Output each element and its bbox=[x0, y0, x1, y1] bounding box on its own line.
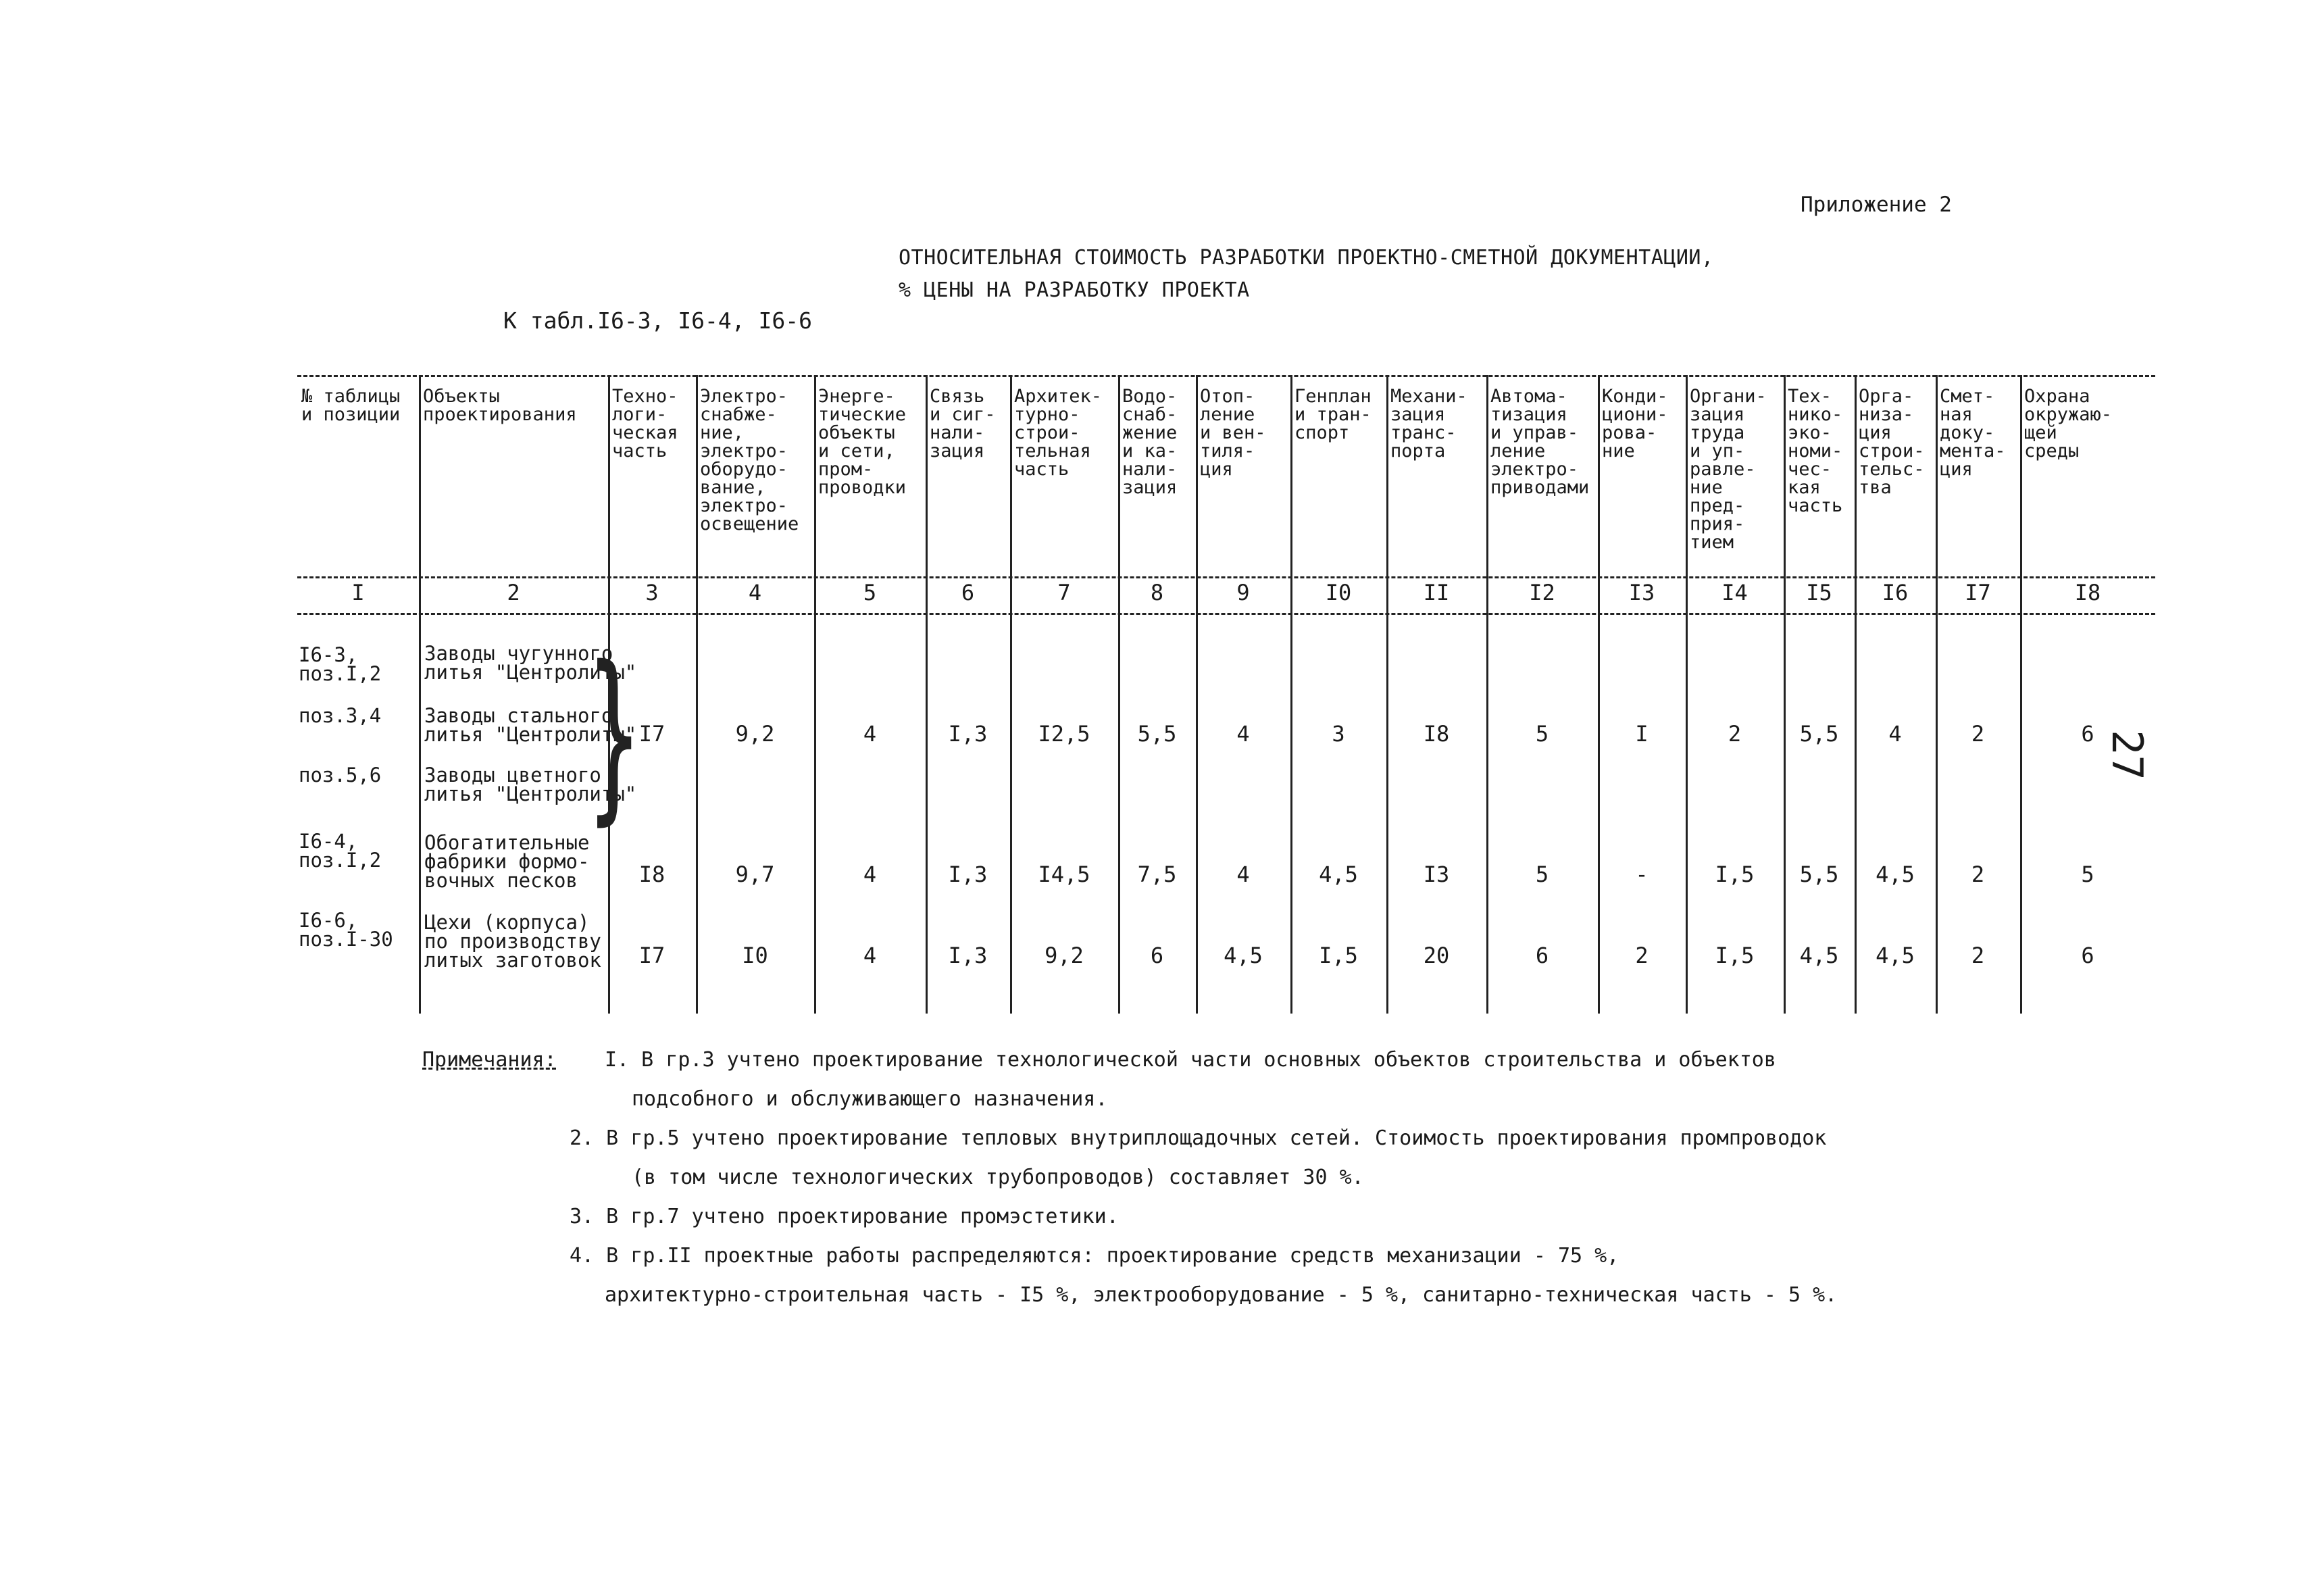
column-divider bbox=[1598, 375, 1600, 1014]
row-table-position: I6-6, bbox=[299, 909, 358, 932]
table-cell-value: I2,5 bbox=[1038, 721, 1090, 747]
row-object-name: Заводы чугунного литья "Центролиты" bbox=[424, 642, 637, 684]
table-cell-value: I8 bbox=[638, 862, 665, 887]
column-header: Техно- логи- ческая часть bbox=[612, 386, 678, 462]
table-cell-value: 2 bbox=[1728, 721, 1742, 747]
title-line-2: % ЦЕНЫ НА РАЗРАБОТКУ ПРОЕКТА bbox=[899, 278, 1250, 302]
row-table-position: поз.3,4 bbox=[299, 704, 382, 727]
table-cell-value: - bbox=[1635, 862, 1649, 887]
table-cell-value: 4 bbox=[863, 721, 877, 747]
table-cell-value: I,5 bbox=[1319, 943, 1358, 968]
table-cell-value: 3 bbox=[1332, 721, 1345, 747]
column-number: 6 bbox=[961, 580, 975, 605]
column-divider bbox=[1784, 375, 1786, 1014]
column-divider bbox=[1118, 375, 1120, 1014]
column-header: Автома- тизация и управ- ление электро- приводами bbox=[1490, 386, 1590, 498]
table-cell-value: 5,5 bbox=[1799, 721, 1839, 747]
column-number: I8 bbox=[2074, 580, 2101, 605]
column-header: Связь и сиг- нали- зация bbox=[930, 386, 996, 462]
row-table-position: I6-4, bbox=[299, 830, 358, 853]
column-number: I3 bbox=[1628, 580, 1655, 605]
note-4-line-2: архитектурно-строительная часть - I5 %, электрооборудование - 5 %, санитарно-техническая часть - 5 %. bbox=[605, 1283, 1838, 1307]
column-header: Охрана окружаю- щей среды bbox=[2024, 386, 2113, 462]
table-cell-value: I4,5 bbox=[1038, 862, 1090, 887]
column-header: Органи- зация труда и уп- равле- ние пред- прия- тием bbox=[1690, 386, 1767, 553]
table-cell-value: 4,5 bbox=[1876, 943, 1915, 968]
row-table-position: I6-3, bbox=[299, 643, 358, 666]
column-header: Энерге- тические объекты и сети, пром- проводки bbox=[818, 386, 907, 498]
column-header: № таблицы и позиции bbox=[301, 386, 401, 425]
column-number: 4 bbox=[748, 580, 762, 605]
table-reference: К табл.I6-3, I6-4, I6-6 bbox=[503, 307, 812, 334]
column-header: Архитек- турно- строи- тельная часть bbox=[1014, 386, 1103, 480]
table-cell-value: I0 bbox=[742, 943, 768, 968]
note-1-line-2: подсобного и обслуживающего назначения. bbox=[632, 1087, 1108, 1111]
table-cell-value: 6 bbox=[1150, 943, 1164, 968]
column-header: Объекты проектирования bbox=[423, 386, 577, 425]
column-header: Орга- низа- ция строи- тельс- тва bbox=[1859, 386, 1925, 498]
table-cell-value: 4 bbox=[863, 862, 877, 887]
table-cell-value: 6 bbox=[2081, 721, 2094, 747]
table-cell-value: 4,5 bbox=[1319, 862, 1358, 887]
column-divider bbox=[1290, 375, 1292, 1014]
table-cell-value: 7,5 bbox=[1137, 862, 1177, 887]
row-table-position: поз.I,2 bbox=[299, 849, 382, 872]
table-cell-value: 6 bbox=[1535, 943, 1549, 968]
column-number: 2 bbox=[507, 580, 520, 605]
table-cell-value: 2 bbox=[1971, 862, 1985, 887]
column-header: Тех- нико- эко- номи- чес- кая часть bbox=[1788, 386, 1843, 516]
column-divider bbox=[1936, 375, 1938, 1014]
table-cell-value: 6 bbox=[2081, 943, 2094, 968]
column-divider bbox=[1010, 375, 1012, 1014]
table-cell-value: 5,5 bbox=[1799, 862, 1839, 887]
table-cell-value: 4,5 bbox=[1876, 862, 1915, 887]
column-number: II bbox=[1423, 580, 1450, 605]
table-cell-value: I8 bbox=[1423, 721, 1450, 747]
table-cell-value: I bbox=[1635, 721, 1649, 747]
table-cell-value: I,3 bbox=[948, 721, 988, 747]
column-header: Электро- снабже- ние, электро- оборудо- вание, электро- освещение bbox=[700, 386, 799, 534]
column-header: Генплан и тран- спорт bbox=[1294, 386, 1372, 443]
table-cell-value: 2 bbox=[1971, 943, 1985, 968]
table-cell-value: 4,5 bbox=[1799, 943, 1839, 968]
column-number: 8 bbox=[1150, 580, 1164, 605]
column-divider bbox=[1686, 375, 1688, 1014]
row-table-position: поз.5,6 bbox=[299, 764, 382, 787]
cost-table bbox=[297, 375, 2155, 1014]
numbers-bottom-rule bbox=[297, 613, 2155, 615]
header-bottom-rule bbox=[297, 576, 2155, 578]
table-cell-value: 2 bbox=[1635, 943, 1649, 968]
table-cell-value: 5 bbox=[1535, 862, 1549, 887]
column-divider bbox=[696, 375, 698, 1014]
table-cell-value: I7 bbox=[638, 943, 665, 968]
document-title bbox=[899, 242, 1714, 307]
table-cell-value: 9,7 bbox=[735, 862, 775, 887]
table-cell-value: I3 bbox=[1423, 862, 1450, 887]
column-number: I4 bbox=[1721, 580, 1748, 605]
column-header: Смет- ная доку- мента- ция bbox=[1940, 386, 2006, 480]
page-number: 27 bbox=[2103, 730, 2152, 780]
row-object-name: Заводы цветного литья "Центролиты" bbox=[424, 764, 637, 805]
column-header: Конди- циони- рова- ние bbox=[1602, 386, 1668, 462]
row-object-name: Обогатительные фабрики формо- вочных песков bbox=[424, 831, 590, 892]
column-header: Водо- снаб- жение и ка- нали- зация bbox=[1122, 386, 1178, 498]
column-divider bbox=[1855, 375, 1857, 1014]
column-divider bbox=[1486, 375, 1488, 1014]
grouping-brace: } bbox=[588, 626, 641, 843]
row-object-name: Цехи (корпуса) по производству литых заготовок bbox=[424, 911, 601, 972]
table-cell-value: I7 bbox=[638, 721, 665, 747]
column-divider bbox=[2020, 375, 2022, 1014]
appendix-label: Приложение 2 bbox=[1801, 193, 1952, 217]
table-top-rule bbox=[297, 375, 2155, 377]
column-number: 9 bbox=[1236, 580, 1250, 605]
table-cell-value: I,3 bbox=[948, 943, 988, 968]
table-cell-value: 5 bbox=[1535, 721, 1549, 747]
title-line-1: ОТНОСИТЕЛЬНАЯ СТОИМОСТЬ РАЗРАБОТКИ ПРОЕКТНО-СМЕТНОЙ ДОКУМЕНТАЦИИ, bbox=[899, 246, 1714, 270]
table-cell-value: 4 bbox=[863, 943, 877, 968]
column-number: I6 bbox=[1882, 580, 1909, 605]
table-cell-value: 20 bbox=[1423, 943, 1450, 968]
column-number: I0 bbox=[1325, 580, 1352, 605]
table-cell-value: 9,2 bbox=[735, 721, 775, 747]
note-2-line-2: (в том числе технологических трубопроводов) составляет 30 %. bbox=[632, 1166, 1364, 1189]
table-cell-value: 9,2 bbox=[1045, 943, 1084, 968]
table-cell-value: 5 bbox=[2081, 862, 2094, 887]
table-cell-value: 4 bbox=[1236, 721, 1250, 747]
row-object-name: Заводы стального литья "Центролиты" bbox=[424, 704, 637, 746]
table-cell-value: I,3 bbox=[948, 862, 988, 887]
table-cell-value: 4 bbox=[1236, 862, 1250, 887]
table-cell-value: I,5 bbox=[1715, 862, 1755, 887]
row-table-position: поз.I,2 bbox=[299, 662, 382, 685]
note-1-line-1: I. В гр.3 учтено проектирование технологической части основных объектов строительства и объектов bbox=[605, 1048, 1776, 1072]
table-cell-value: 4,5 bbox=[1224, 943, 1263, 968]
column-number: 5 bbox=[863, 580, 877, 605]
column-divider bbox=[814, 375, 816, 1014]
column-header: Отоп- ление и вен- тиля- ция bbox=[1200, 386, 1266, 480]
column-divider bbox=[1196, 375, 1198, 1014]
column-number: I bbox=[351, 580, 365, 605]
table-cell-value: 4 bbox=[1888, 721, 1902, 747]
column-header: Механи- зация транс- порта bbox=[1390, 386, 1467, 462]
column-number: 3 bbox=[645, 580, 659, 605]
column-divider bbox=[419, 375, 421, 1014]
table-cell-value: 2 bbox=[1971, 721, 1985, 747]
table-cell-value: I,5 bbox=[1715, 943, 1755, 968]
table-cell-value: 5,5 bbox=[1137, 721, 1177, 747]
column-number: I2 bbox=[1529, 580, 1555, 605]
column-number: 7 bbox=[1057, 580, 1071, 605]
row-table-position: поз.I-30 bbox=[299, 928, 393, 951]
column-divider bbox=[926, 375, 928, 1014]
note-3: 3. В гр.7 учтено проектирование промэстетики. bbox=[570, 1205, 1119, 1228]
column-number: I5 bbox=[1806, 580, 1832, 605]
column-divider bbox=[1386, 375, 1388, 1014]
notes-heading: Примечания: bbox=[422, 1048, 557, 1072]
note-2-line-1: 2. В гр.5 учтено проектирование тепловых внутриплощадочных сетей. Стоимость проектирования промпроводок bbox=[570, 1126, 1827, 1150]
note-4-line-1: 4. В гр.II проектные работы распределяются: проектирование средств механизации - 75 %, bbox=[570, 1244, 1619, 1268]
column-number: I7 bbox=[1965, 580, 1991, 605]
